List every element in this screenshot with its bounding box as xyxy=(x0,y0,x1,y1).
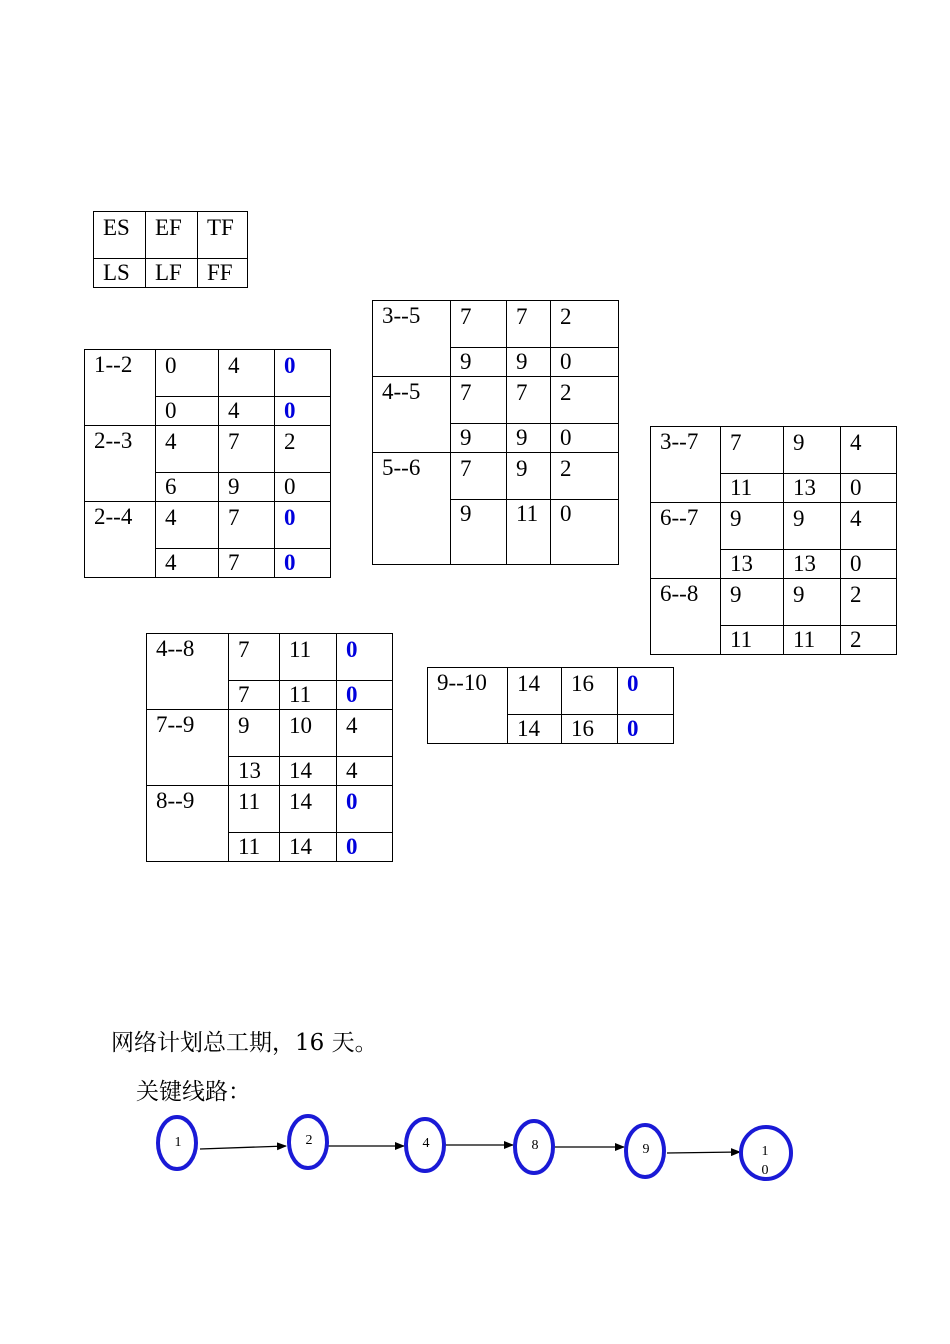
es-value: 9 xyxy=(721,503,784,550)
activity-row-3-7 xyxy=(651,427,897,474)
es-value: 7 xyxy=(451,301,507,348)
lf-value: 9 xyxy=(507,348,551,377)
node-label-line-2: 0 xyxy=(761,1163,769,1178)
activity-row-6-7 xyxy=(651,503,897,550)
es-value: 14 xyxy=(508,668,562,715)
activity-label: 6--7 xyxy=(651,503,721,579)
node-circle xyxy=(741,1127,791,1179)
legend-ff: FF xyxy=(198,259,248,288)
es-value: 7 xyxy=(451,377,507,424)
activity-row-8-9 xyxy=(147,786,393,833)
ef-value: 7 xyxy=(219,426,275,473)
node-label: 2 xyxy=(305,1133,313,1148)
tf-value: 2 xyxy=(551,301,619,348)
node-10 xyxy=(741,1127,791,1179)
ef-value: 14 xyxy=(280,786,337,833)
activity-label: 7--9 xyxy=(147,710,229,786)
ls-value: 14 xyxy=(508,715,562,744)
node-label-line-1: 1 xyxy=(761,1144,769,1159)
arrow-9-10 xyxy=(667,1152,740,1153)
ef-value: 9 xyxy=(784,427,841,474)
activity-row-4-5 xyxy=(373,377,619,424)
ff-value: 4 xyxy=(337,757,393,786)
activity-table-group-a xyxy=(84,349,331,578)
es-value: 11 xyxy=(229,786,280,833)
ff-value: 0 xyxy=(337,833,393,862)
legend-tf: TF xyxy=(198,212,248,259)
lf-value: 13 xyxy=(784,474,841,503)
activity-label: 6--8 xyxy=(651,579,721,655)
ls-value: 4 xyxy=(156,549,219,578)
activity-row-9-10 xyxy=(428,668,674,715)
node-label: 9 xyxy=(642,1142,650,1157)
critical-path-label: 关键线路： xyxy=(136,1079,251,1105)
ef-value: 9 xyxy=(507,453,551,500)
es-value: 7 xyxy=(721,427,784,474)
activity-row-2-4 xyxy=(85,502,331,549)
activity-label: 5--6 xyxy=(373,453,451,565)
lf-value: 7 xyxy=(219,549,275,578)
activity-label: 3--7 xyxy=(651,427,721,503)
activity-label: 9--10 xyxy=(428,668,508,744)
ls-value: 13 xyxy=(229,757,280,786)
activity-row-6-8 xyxy=(651,579,897,626)
ls-value: 9 xyxy=(451,348,507,377)
activity-row-3-5 xyxy=(373,301,619,348)
ef-value: 16 xyxy=(562,668,618,715)
legend-ls: LS xyxy=(94,259,146,288)
node-1 xyxy=(158,1117,196,1169)
legend-lf: LF xyxy=(146,259,198,288)
total-duration-text: 网络计划总工期，16 天。 xyxy=(111,1030,378,1056)
activity-row-7-9 xyxy=(147,710,393,757)
es-value: 9 xyxy=(721,579,784,626)
activity-label: 8--9 xyxy=(147,786,229,862)
activity-row-1-2 xyxy=(85,350,331,397)
ff-value: 0 xyxy=(618,715,674,744)
tf-value: 0 xyxy=(618,668,674,715)
tf-value: 4 xyxy=(841,427,897,474)
node-label: 1 xyxy=(174,1135,182,1150)
tf-value: 0 xyxy=(337,786,393,833)
activity-label: 3--5 xyxy=(373,301,451,377)
ff-value: 0 xyxy=(841,474,897,503)
ef-value: 7 xyxy=(507,377,551,424)
tf-value: 2 xyxy=(841,579,897,626)
ef-value: 9 xyxy=(784,503,841,550)
ff-value: 0 xyxy=(337,681,393,710)
ls-value: 11 xyxy=(721,626,784,655)
node-4 xyxy=(406,1119,444,1171)
ef-value: 7 xyxy=(219,502,275,549)
lf-value: 14 xyxy=(280,757,337,786)
lf-value: 13 xyxy=(784,550,841,579)
es-value: 9 xyxy=(229,710,280,757)
node-9 xyxy=(626,1125,664,1177)
arrow-1-2 xyxy=(200,1146,286,1149)
ff-value: 0 xyxy=(551,348,619,377)
activity-label: 2--3 xyxy=(85,426,156,502)
es-value: 4 xyxy=(156,426,219,473)
activity-table-group-e xyxy=(427,667,674,744)
activity-label: 4--5 xyxy=(373,377,451,453)
es-value: 4 xyxy=(156,502,219,549)
tf-value: 0 xyxy=(275,502,331,549)
legend-es: ES xyxy=(94,212,146,259)
activity-label: 4--8 xyxy=(147,634,229,710)
ff-value: 0 xyxy=(275,473,331,502)
tf-value: 2 xyxy=(551,377,619,424)
node-circle xyxy=(158,1117,196,1169)
node-circle xyxy=(515,1121,553,1173)
tf-value: 4 xyxy=(337,710,393,757)
ls-value: 11 xyxy=(229,833,280,862)
tf-value: 0 xyxy=(337,634,393,681)
node-2 xyxy=(289,1116,327,1168)
node-label: 4 xyxy=(422,1136,430,1151)
activity-label: 2--4 xyxy=(85,502,156,578)
node-8 xyxy=(515,1121,553,1173)
legend-table xyxy=(93,211,248,288)
activity-table-group-b xyxy=(372,300,619,565)
node-circle xyxy=(289,1116,327,1168)
ff-value: 2 xyxy=(841,626,897,655)
es-value: 7 xyxy=(451,453,507,500)
lf-value: 11 xyxy=(280,681,337,710)
legend-ef: EF xyxy=(146,212,198,259)
ff-value: 0 xyxy=(275,397,331,426)
activity-row-2-3 xyxy=(85,426,331,473)
node-circle xyxy=(626,1125,664,1177)
tf-value: 0 xyxy=(275,350,331,397)
ls-value: 11 xyxy=(721,474,784,503)
activity-row-5-6 xyxy=(373,453,619,500)
lf-value: 16 xyxy=(562,715,618,744)
ff-value: 0 xyxy=(551,500,619,565)
activity-table-group-c xyxy=(650,426,897,655)
tf-value: 2 xyxy=(551,453,619,500)
ls-value: 7 xyxy=(229,681,280,710)
tf-value: 4 xyxy=(841,503,897,550)
activity-table-group-d xyxy=(146,633,393,862)
activity-row-4-8 xyxy=(147,634,393,681)
ef-value: 10 xyxy=(280,710,337,757)
tf-value: 2 xyxy=(275,426,331,473)
ff-value: 0 xyxy=(841,550,897,579)
lf-value: 11 xyxy=(784,626,841,655)
lf-value: 4 xyxy=(219,397,275,426)
ls-value: 0 xyxy=(156,397,219,426)
es-value: 0 xyxy=(156,350,219,397)
ls-value: 6 xyxy=(156,473,219,502)
node-label: 8 xyxy=(531,1138,539,1153)
lf-value: 9 xyxy=(507,424,551,453)
ef-value: 4 xyxy=(219,350,275,397)
ls-value: 9 xyxy=(451,500,507,565)
lf-value: 11 xyxy=(507,500,551,565)
ls-value: 13 xyxy=(721,550,784,579)
lf-value: 9 xyxy=(219,473,275,502)
ls-value: 9 xyxy=(451,424,507,453)
lf-value: 14 xyxy=(280,833,337,862)
ff-value: 0 xyxy=(275,549,331,578)
node-circle xyxy=(406,1119,444,1171)
ef-value: 7 xyxy=(507,301,551,348)
ff-value: 0 xyxy=(551,424,619,453)
ef-value: 11 xyxy=(280,634,337,681)
es-value: 7 xyxy=(229,634,280,681)
activity-label: 1--2 xyxy=(85,350,156,426)
ef-value: 9 xyxy=(784,579,841,626)
